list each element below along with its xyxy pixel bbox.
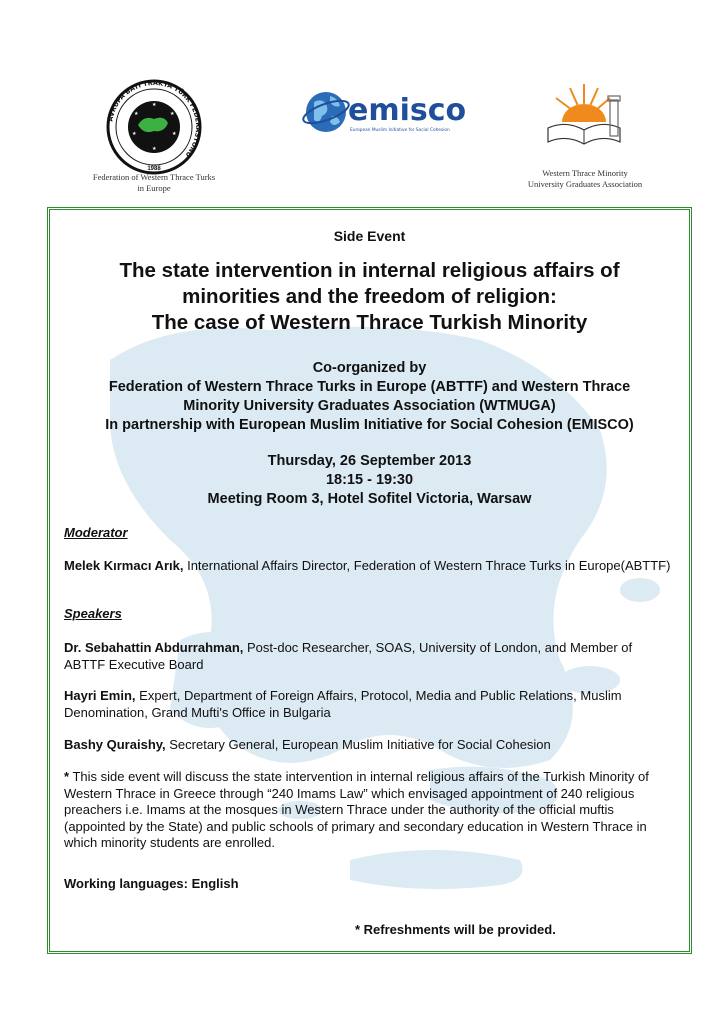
svg-text:★: ★	[152, 146, 157, 152]
abttf-caption: Federation of Western Thrace Turks in Europe	[92, 172, 216, 193]
svg-text:★: ★	[152, 102, 157, 108]
abttf-seal-text: AVRUPA BATI TRAKYA TÜRK FEDERASYONU	[106, 78, 203, 159]
speakers-heading: Speakers	[64, 606, 122, 621]
abttf-seal-year: 1988	[147, 166, 161, 172]
svg-text:★: ★	[170, 111, 175, 117]
speaker-entry: Bashy Quraishy, Secretary General, European Muslim Initiative for Social Cohesion	[64, 737, 551, 752]
speaker-entry: Dr. Sebahattin Abdurrahman, Post-doc Researcher, SOAS, University of London, and Member of ABTTF Executive Board	[64, 640, 633, 672]
event-frame	[47, 207, 692, 954]
event-note: * This side event will discuss the state intervention in internal religious affairs of the Turkish Minority of Western Thrace in Greece through “240 Imams Law” which envisaged appointment of 240 religious preachers i.e. Imams at the mosques in Western Thrace under the authority of the official muftis (appointed by the State) and public schools of primary and secondary education in Western Thrace in which minority students are enrolled.	[64, 769, 649, 850]
wtmuga-caption: Western Thrace Minority University Graduates Association	[527, 168, 643, 189]
side-event-label: Side Event	[333, 228, 406, 244]
event-time: 18:15 - 19:30	[325, 472, 414, 488]
speaker-entry: Hayri Emin, Expert, Department of Foreign Affairs, Protocol, Media and Public Relations, Muslim Denomination, Grand Mufti's Office in Bulgaria	[64, 688, 622, 720]
moderator-heading: Moderator	[64, 525, 128, 540]
svg-text:★: ★	[172, 131, 177, 137]
svg-text:★: ★	[132, 131, 137, 137]
moderator-entry: Melek Kırmacı Arık, International Affairs Director, Federation of Western Thrace Turks in Europe(ABTTF)	[64, 558, 671, 573]
event-title: The state intervention in internal religious affairs of minorities and the freedom of religion: The case of Western Thrace Turkish Minority	[119, 259, 620, 334]
event-venue: Meeting Room 3, Hotel Sofitel Victoria, Warsaw	[207, 491, 532, 507]
working-languages: Working languages: English	[64, 876, 239, 891]
refreshments-note: * Refreshments will be provided.	[355, 922, 556, 937]
svg-text:★: ★	[134, 111, 139, 117]
abttf-logo	[104, 77, 204, 177]
emisco-wordmark: emisco	[348, 93, 467, 128]
emisco-logo	[304, 86, 467, 140]
date-venue-block	[50, 452, 689, 509]
event-date: Thursday, 26 September 2013	[267, 453, 472, 469]
organizers-block: Co-organized by Federation of Western Thrace Turks in Europe (ABTTF) and Western Thrace Minority University Graduates Association (WTMUGA) In partnership with European Muslim Initiative for Social Cohesion (EMISCO)	[105, 360, 634, 433]
wtmuga-logo	[540, 78, 630, 152]
emisco-tagline: European Muslim Initiative for Social Cohesion	[350, 128, 450, 133]
